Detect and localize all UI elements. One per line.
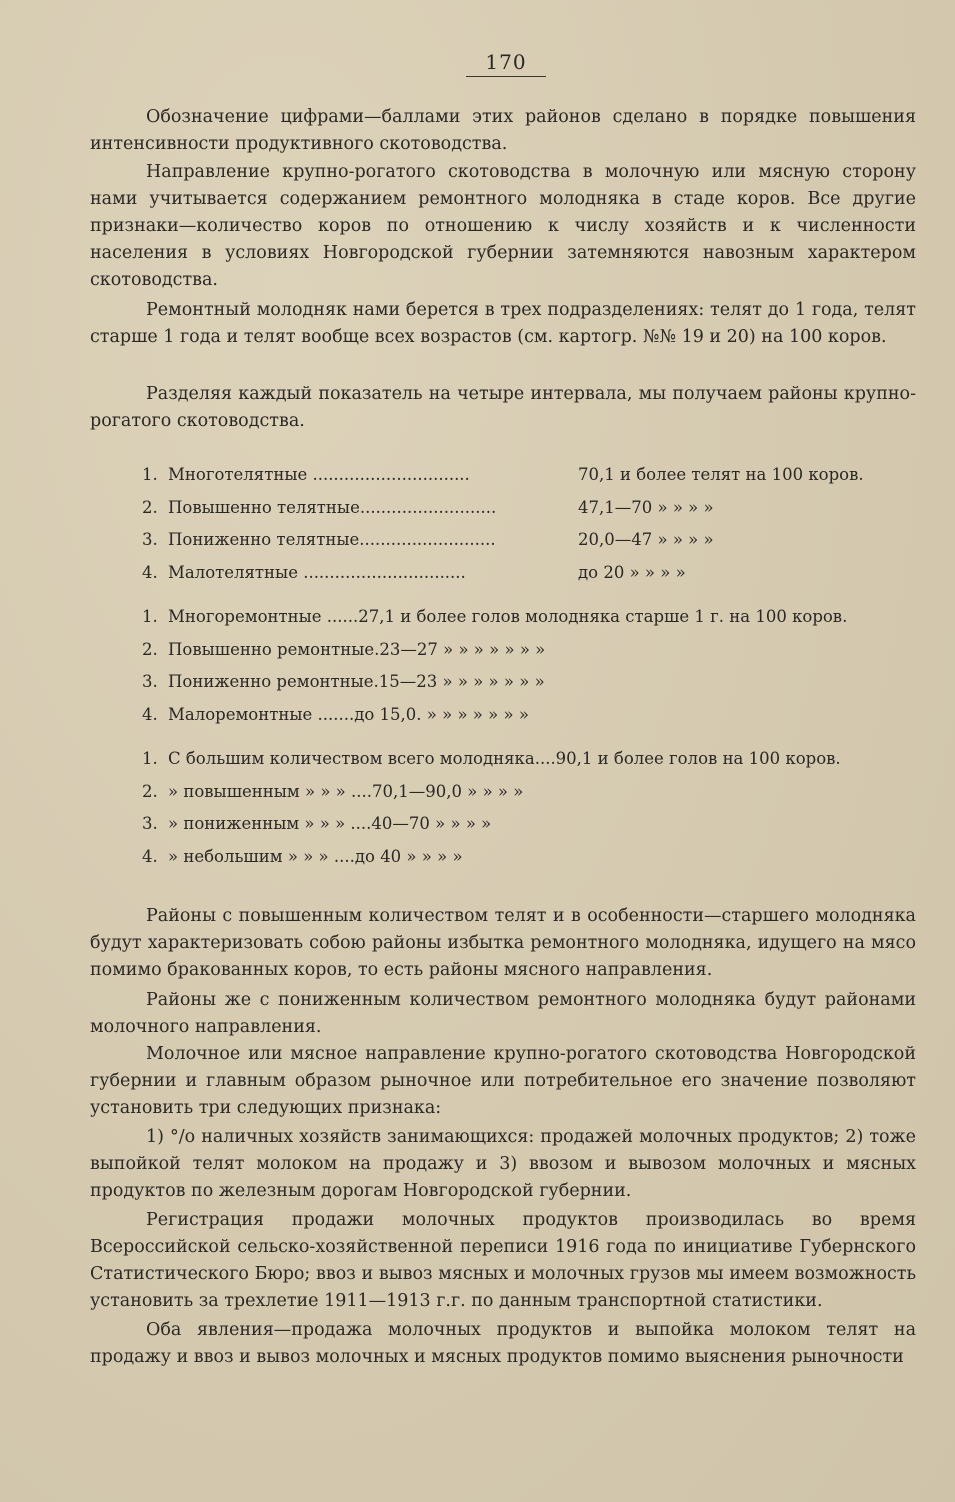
list-value: 20,0—47 » » » » [578,530,714,549]
page-number-rule [466,76,546,77]
list-item [142,743,882,776]
list-text: С большим количеством всего молодняка....90,1 и более голов на 100 коров. [168,749,841,768]
list-item [142,459,882,492]
list-value: 70,1 и более телят на 100 коров. [578,465,864,484]
list-number: 3. [142,530,158,549]
list-label: Пониженно телятные.......................... [168,530,496,549]
list-item [142,557,882,590]
list-text: » пониженным » » » ....40—70 » » » » [168,814,492,833]
list-item [142,492,882,525]
list-number: 4. [142,846,158,866]
list-item [142,601,882,634]
list-number: 1. [142,607,158,626]
paragraph-intensity: Обозначение цифрами—баллами этих районов сделано в порядке повышения интенсивности продуктивного скотоводства. [90,107,916,154]
list-text: Многоремонтные ......27,1 и более голов молодняка старше 1 г. на 100 коров. [168,607,848,626]
list-item [142,666,882,699]
list-item [142,699,882,732]
list-text: Повышенно ремонтные.23—27 » » » » » » » [168,639,546,659]
paragraph-registration: Регистрация продажи молочных продуктов производилась во время Всероссийской сельско-хозяйственной переписи 1916 года по инициативе Губернского Статистического Бюро; ввоз и вывоз мясных и молочных грузов мы имеем возможность установить за трехлетие 1911—1913 г.г. по данным транспортной статистики. [90,1210,916,1311]
paragraph-signs-list: 1) °/о наличных хозяйств занимающихся: продажей молочных продуктов; 2) тоже выпойкой телят молоком на продажу и 3) ввозом и вывозом молочных и мясных продуктов по железным дорогам Новгородской губернии. [90,1127,916,1201]
paragraph-three-signs: Молочное или мясное направление крупно-рогатого скотоводства Новгородской губернии и главным образом рыночное или потребительное его значение позволяют установить три следующих признака: [90,1044,916,1118]
list-number: 1. [142,465,158,484]
list-text: » повышенным » » » ....70,1—90,0 » » » » [168,781,524,801]
paragraph-intervals: Разделяя каждый показатель на четыре интервала, мы получаем районы крупно-рогатого скотоводства. [90,384,916,431]
list-item [142,841,882,874]
list-number: 3. [142,814,158,833]
list-item [142,776,882,809]
paragraph-direction: Направление крупно-рогатого скотоводства в молочную или мясную сторону нами учитывается содержанием ремонтного молодняка в стаде коров. Все другие признаки—количество коров по отношению к числу хозяйств и к численности населения в условиях Новгородской губернии затемняются навозным характером скотоводства. [90,162,916,290]
list-item [142,524,882,557]
list-number: 4. [142,704,158,724]
total-young-list [142,743,882,873]
paragraph-both-phenomena: Оба явления—продажа молочных продуктов и выпойка молоком телят на продажу и ввоз и вывоз молочных и мясных продуктов помимо выяснения рыночности [90,1320,916,1367]
list-value: 47,1—70 » » » » [578,497,714,517]
list-item [142,808,882,841]
list-label: Повышенно телятные.......................... [168,497,497,517]
list-text: » небольшим » » » ....до 40 » » » » [168,846,463,866]
paragraph-dairy-regions: Районы же с пониженным количеством ремонтного молодняка будут районами молочного направления. [90,990,916,1037]
list-label: Малотелятные ............................... [168,562,466,582]
list-item [142,634,882,667]
paragraph-meat-regions: Районы с повышенным количеством телят и в особенности—старшего молодняка будут характеризовать собою районы избытка ремонтного молодняка, идущего на мясо помимо бракованных коров, то есть районы мясного направления. [90,906,916,980]
calves-list [142,459,882,589]
list-text: Малоремонтные .......до 15,0. » » » » » » » [168,704,529,724]
page-number: 170 [485,50,527,74]
list-number: 1. [142,749,158,768]
list-number: 2. [142,639,158,659]
repair-list [142,601,882,731]
list-value: до 20 » » » » [578,562,686,582]
list-text: Пониженно ремонтные.15—23 » » » » » » » [168,672,545,691]
list-number: 2. [142,497,158,517]
list-number: 4. [142,562,158,582]
list-label: Многотелятные .............................. [168,465,470,484]
paragraph-repair-stock: Ремонтный молодняк нами берется в трех подразделениях: телят до 1 года, телят старше 1 года и телят вообще всех возрастов (см. картогр. №№ 19 и 20) на 100 коров. [90,300,916,347]
list-number: 2. [142,781,158,801]
list-number: 3. [142,672,158,691]
